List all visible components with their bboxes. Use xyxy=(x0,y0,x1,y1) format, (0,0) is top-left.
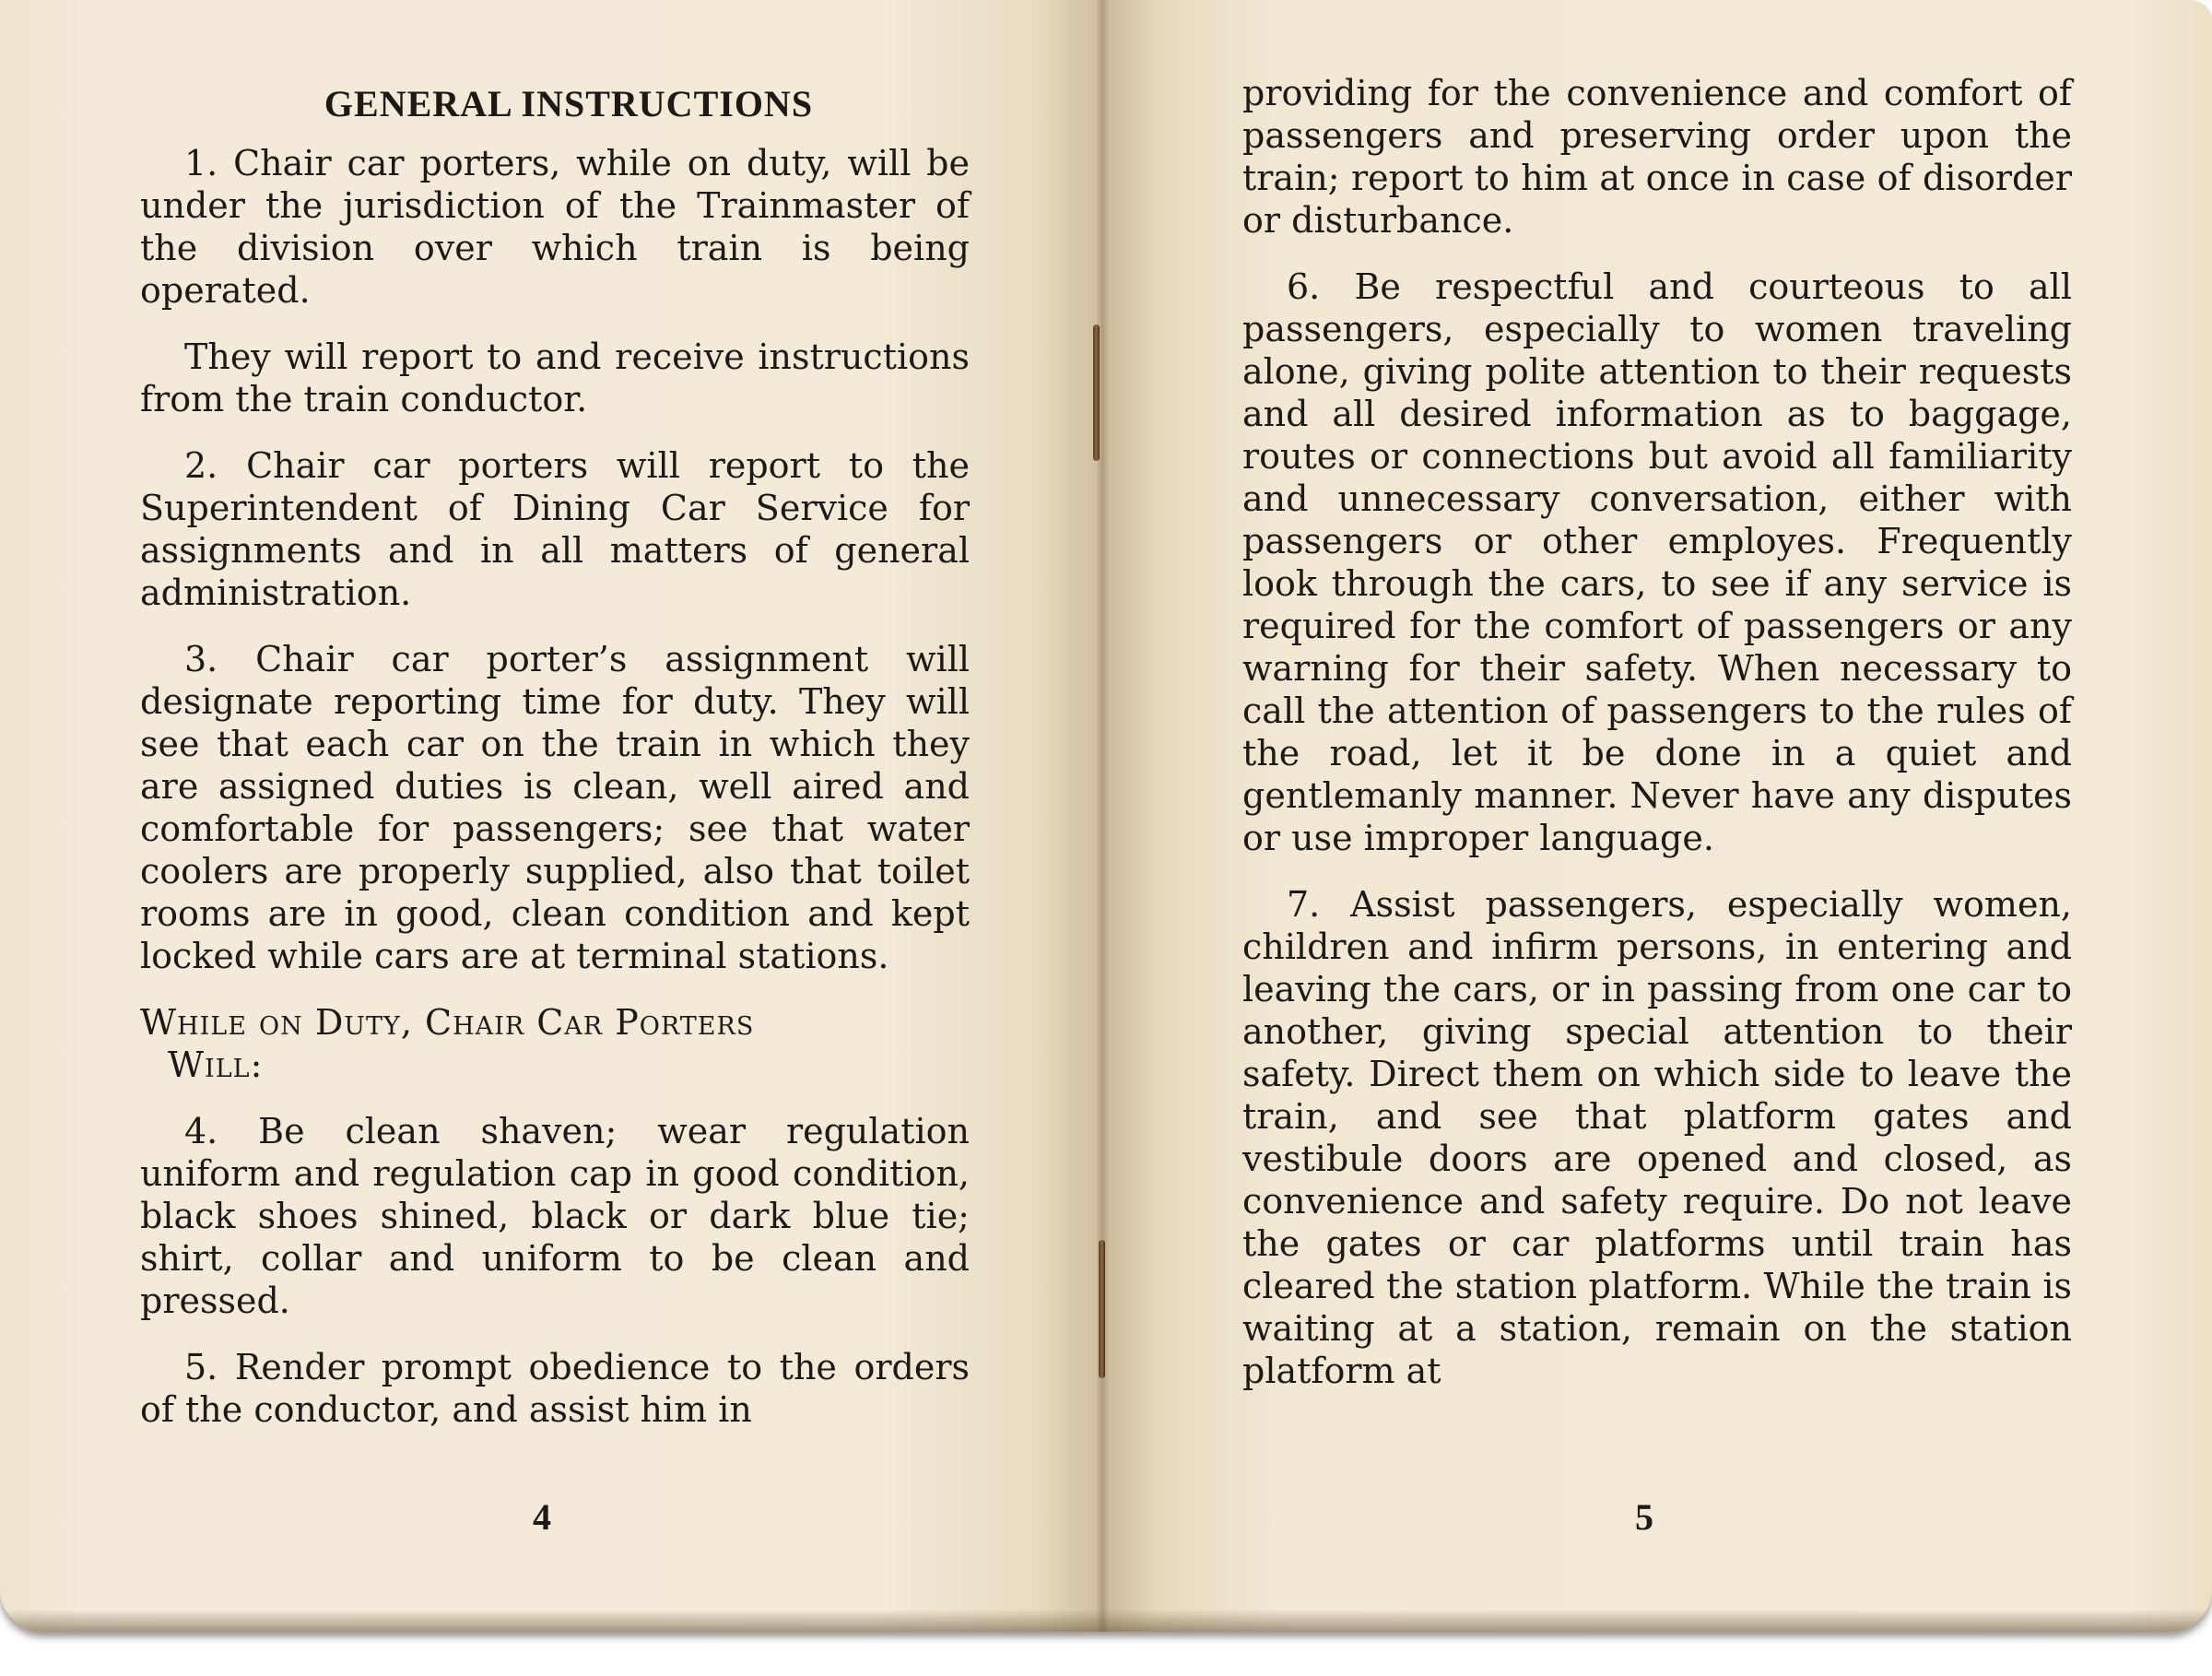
page-number-right: 5 xyxy=(1635,1496,1653,1538)
section-subheading xyxy=(140,1001,970,1086)
left-page xyxy=(0,0,1102,1632)
left-page-text xyxy=(140,83,970,1455)
paragraph-1b: They will report to and receive instructions from the train conductor. xyxy=(140,336,970,419)
booklet-bottom-edge xyxy=(0,1610,2212,1632)
right-page xyxy=(1102,0,2212,1632)
paragraph-5: 5. Render prompt obedience to the orders of the conductor, and assist him in xyxy=(140,1347,970,1430)
paragraph-4: 4. Be clean shaven; wear regulation uniform and regulation cap in good condition, black shoes shined, black or dark blue tie; shirt, collar and uniform to be clean and pressed. xyxy=(140,1111,970,1321)
subheading-line-2: Will: xyxy=(168,1045,264,1085)
right-page-text xyxy=(1242,72,2072,1416)
paragraph-5-continued: providing for the convenience and comfort of passengers and preserving order upon the train; report to him at once in case of disorder or disturbance. xyxy=(1242,73,2072,241)
page-heading: GENERAL INSTRUCTIONS xyxy=(324,83,814,124)
paragraph-1: 1. Chair car porters, while on duty, will be under the jurisdiction of the Trainmaster of the division over which train is being operated. xyxy=(140,143,970,311)
binding-gutter xyxy=(1096,0,1109,1632)
binding-stitch-bottom xyxy=(1099,1240,1105,1378)
paragraph-6: 6. Be respectful and courteous to all passengers, especially to women traveling alone, giving polite attention to their requests and all desired information as to baggage, routes or connections but avoid all familiarity and unnecessary conversation, either with passengers or other employes. Frequently look through the cars, to see if any service is required for the comfort of passengers or any warning for their safety. When necessary to call the attention of passengers to the rules of the road, let it be done in a quiet and gentlemanly manner. Never have any disputes or use improper language. xyxy=(1242,266,2072,858)
subheading-line-1: While on Duty, Chair Car Porters xyxy=(140,1002,755,1043)
page-number-left: 4 xyxy=(533,1496,551,1538)
paragraph-2: 2. Chair car porters will report to the Superintendent of Dining Car Service for assignments and in all matters of general administration. xyxy=(140,445,970,613)
binding-stitch-top xyxy=(1093,325,1100,461)
paragraph-7: 7. Assist passengers, especially women, children and infirm persons, in entering and leaving the cars, or in passing from one car to another, giving special attention to their safety. Direct them on which side to leave the train, and see that platform gates and vestibule doors are opened and closed, as convenience and safety require. Do not leave the gates or car platforms until train has cleared the station platform. While the train is waiting at a station, remain on the station platform at xyxy=(1242,884,2072,1391)
paragraph-3: 3. Chair car porter’s assignment will designate reporting time for duty. They will see that each car on the train in which they are assigned duties is clean, well aired and comfortable for passengers; see that water coolers are properly supplied, also that toilet rooms are in good, clean condition and kept locked while cars are at terminal stations. xyxy=(140,639,970,976)
